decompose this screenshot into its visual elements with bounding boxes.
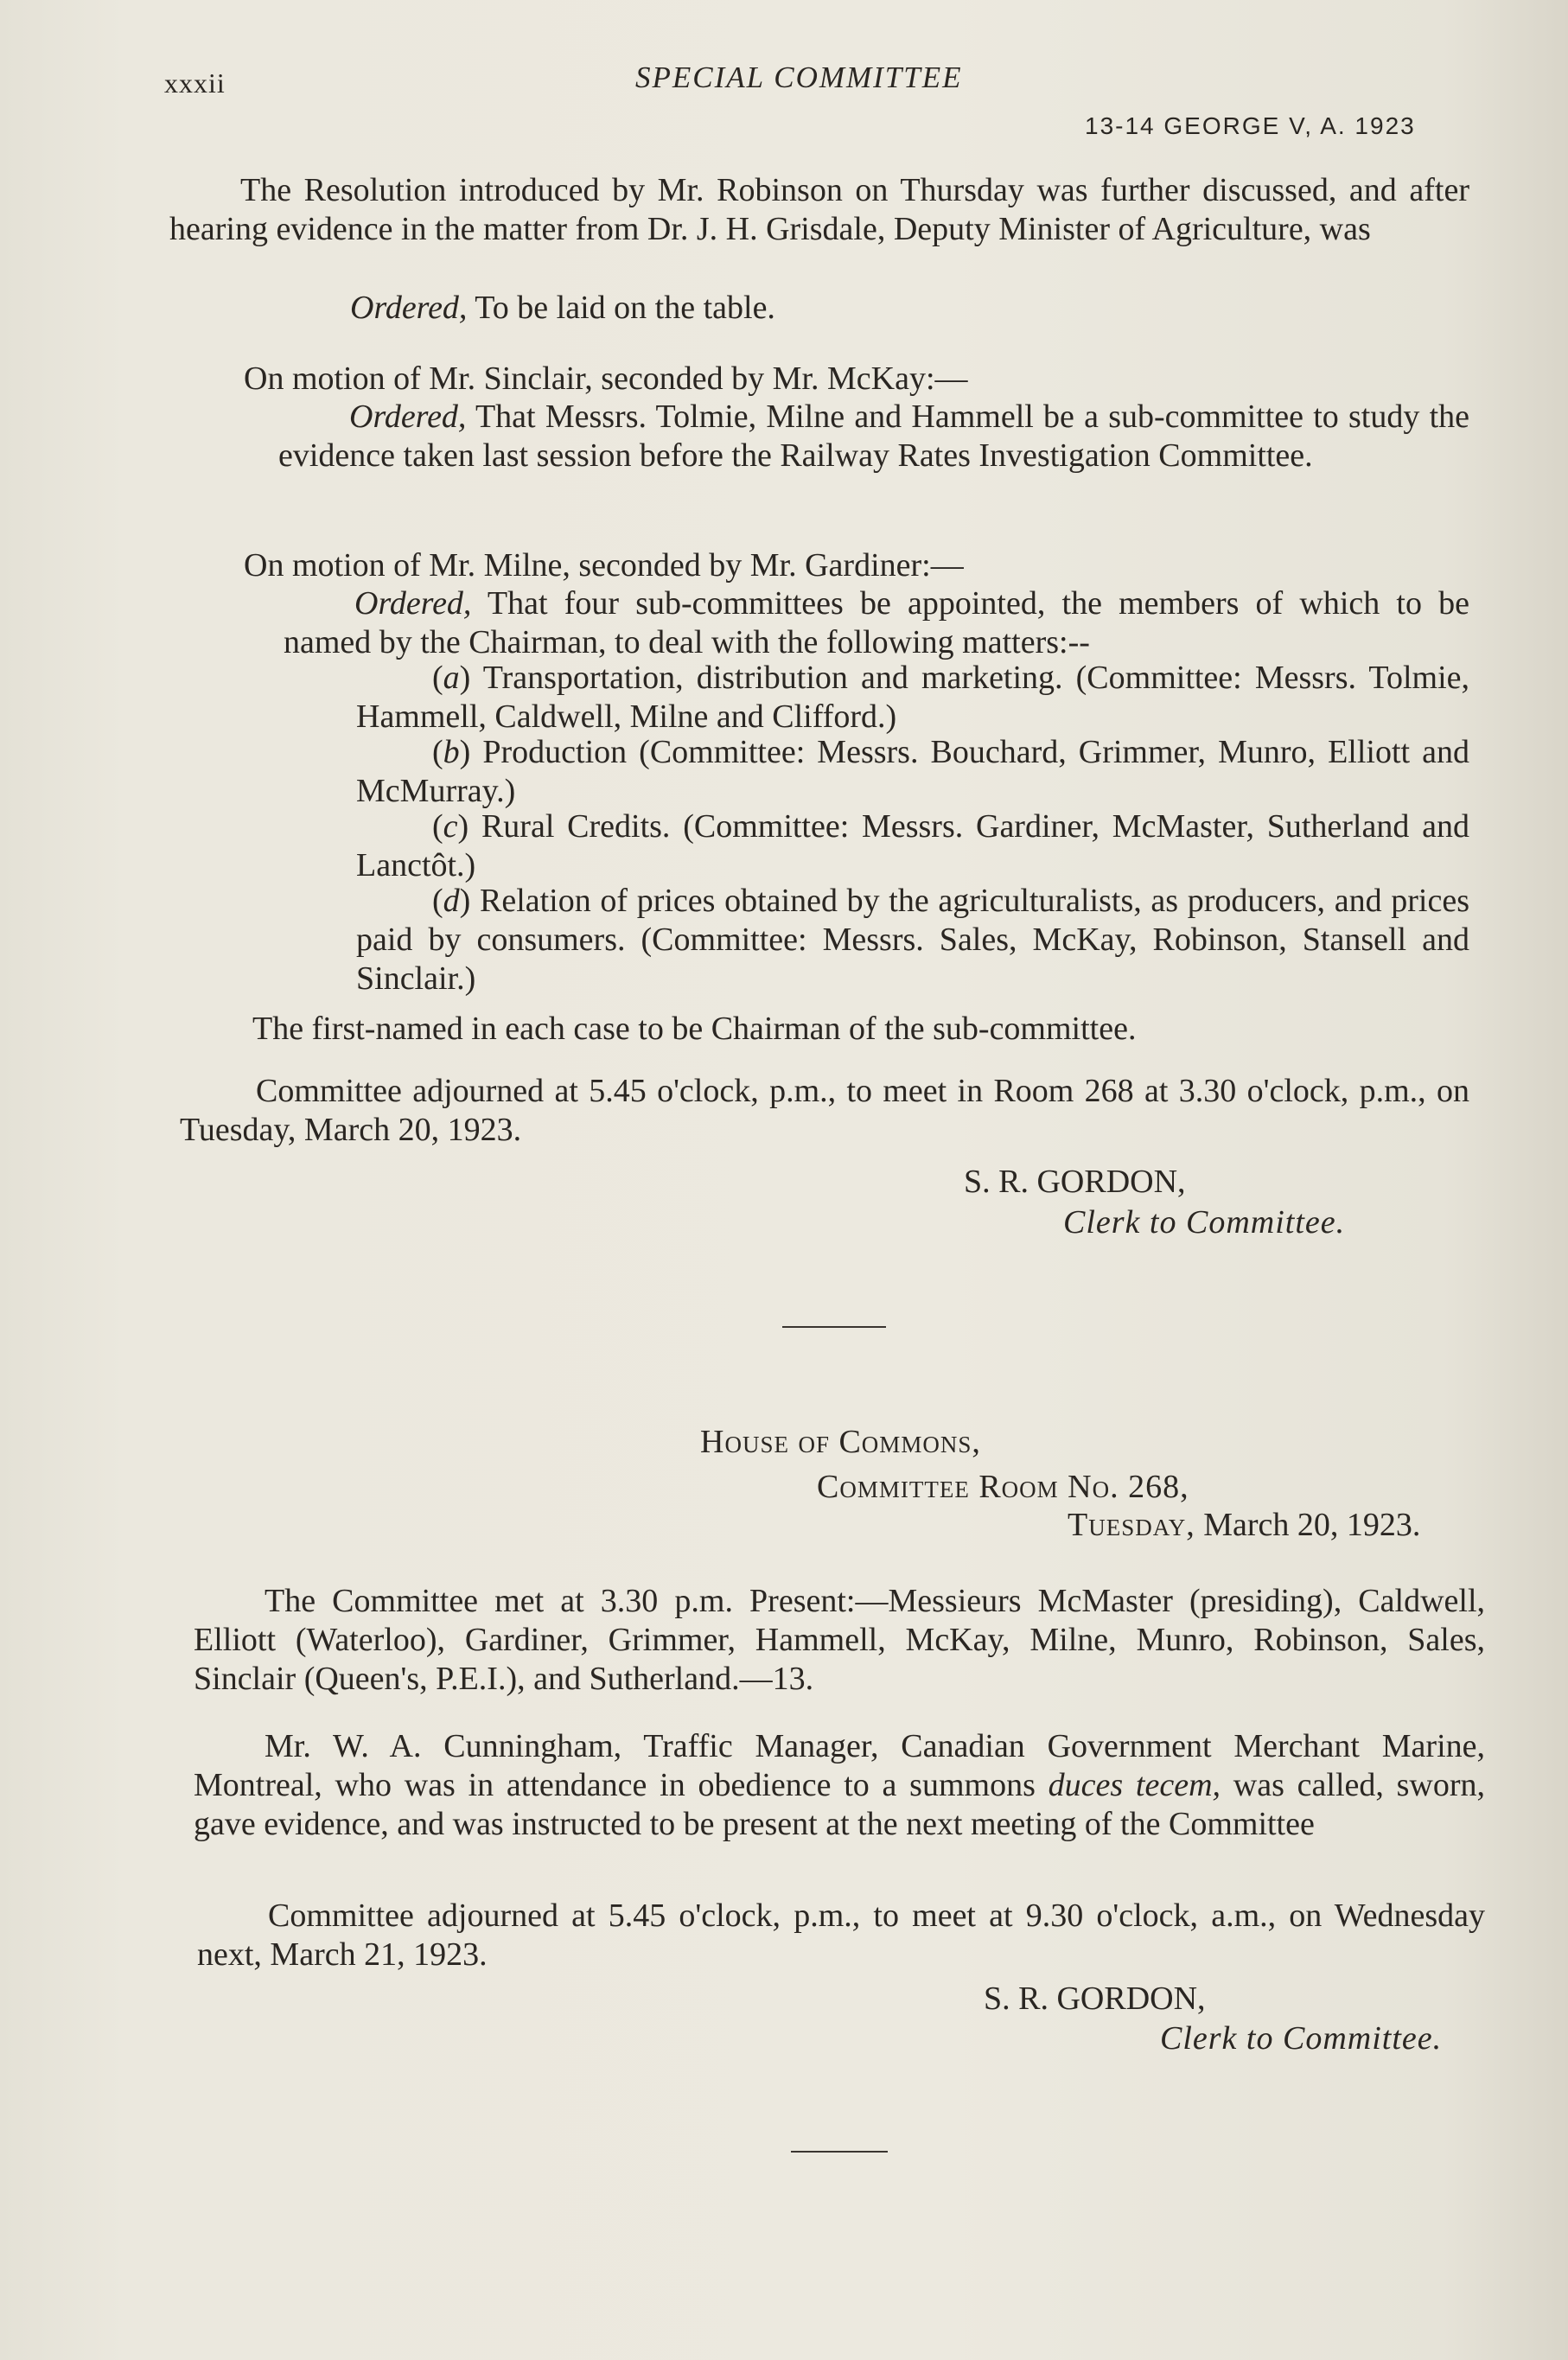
ordered-text: That four sub-committees be appointed, the members of which to be named by the Chairman, to deal with the following matters:-- [284,585,1469,660]
item-text: Production (Committee: Messrs. Bouchard, Grimmer, Munro, Elliott and McMurray.) [356,734,1469,809]
resolution-paragraph: The Resolution introduced by Mr. Robinson on Thursday was further discussed, and after hearing evidence in the matter from Dr. J. H. Grisdale, Deputy Minister of Agriculture, was [169,172,1469,247]
motion-milne-intro: On motion of Mr. Milne, seconded by Mr. Gardiner:— [244,547,964,584]
date-day: Tuesday, [1068,1507,1195,1543]
sub-item-c: (c) Rural Credits. (Committee: Messrs. Gardiner, McMaster, Sutherland and Lanctôt.) [356,808,1469,883]
ordered-label: Ordered, [354,585,472,622]
adjournment-first: Committee adjourned at 5.45 o'clock, p.m., to meet in Room 268 at 3.30 o'clock, p.m., on Tuesday, March 20, 1923. [180,1073,1469,1148]
signature-name: S. R. GORDON, [984,1980,1206,2017]
motion-milne-order [284,584,1469,662]
signature-title: Clerk to Committee. [1160,2020,1443,2057]
date-rest: March 20, 1923. [1195,1507,1421,1543]
witness-post: was called, sworn, gave evidence, and was instructed to be present at the next meeting of the Committee [194,1767,1486,1842]
item-letter: a [443,660,460,696]
item-text: Relation of prices obtained by the agriculturalists, as producers, and prices paid by consumers. (Committee: Messrs. Sales, McKay, Robinson, Stansell and Sinclair.) [356,883,1469,997]
running-title: SPECIAL COMMITTEE [635,61,963,94]
item-letter: d [443,883,460,919]
ordered-label: Ordered, [350,290,468,326]
ordered-text: To be laid on the table. [467,290,775,326]
session-label: 13-14 GEORGE V, A. 1923 [1085,112,1416,139]
ordered-text: That Messrs. Tolmie, Milne and Hammell be a sub-committee to study the evidence taken last session before the Railway Rates Investigation Committee. [278,399,1469,474]
item-letter: b [443,734,460,770]
sub-item-a: (a) Transportation, distribution and marketing. (Committee: Messrs. Tolmie, Hammell, Caldwell, Milne and Clifford.) [356,660,1469,735]
room-heading: Committee Room No. 268, [817,1469,1189,1505]
witness-paragraph [194,1727,1485,1844]
witness-latin: duces tecem, [1048,1767,1221,1803]
attendance-paragraph: The Committee met at 3.30 p.m. Present:—Messieurs McMaster (presiding), Caldwell, Elliott (Waterloo), Gardiner, Grimmer, Hammell, McKay, Milne, Munro, Robinson, Sales, Sinclair (Queen's, P.E.I.), and Sutherland.—13. [194,1583,1485,1697]
end-divider [791,2151,888,2153]
motion-sinclair-intro: On motion of Mr. Sinclair, seconded by Mr. McKay:— [244,360,968,397]
signature-title: Clerk to Committee. [1063,1204,1346,1241]
adjournment-second: Committee adjourned at 5.45 o'clock, p.m., to meet at 9.30 o'clock, a.m., on Wednesday next, March 21, 1923. [197,1898,1485,1973]
chairman-note: The first-named in each case to be Chairman of the sub-committee. [252,1011,1137,1047]
ordered-label: Ordered, [349,399,467,435]
meeting-date [1068,1506,1420,1545]
item-text: Rural Credits. (Committee: Messrs. Gardiner, McMaster, Sutherland and Lanctôt.) [356,808,1469,883]
house-heading: House of Commons, [700,1424,981,1460]
motion-sinclair-order [278,398,1469,475]
section-divider [782,1326,886,1328]
ordered-table [350,289,775,328]
witness-pre: Mr. W. A. Cunningham, Traffic Manager, Canadian Government Merchant Marine, Montreal, who was in attendance in obedience to a summons [194,1728,1485,1803]
item-text: Transportation, distribution and marketing. (Committee: Messrs. Tolmie, Hammell, Caldwell, Milne and Clifford.) [356,660,1469,735]
sub-item-b: (b) Production (Committee: Messrs. Bouchard, Grimmer, Munro, Elliott and McMurray.) [356,734,1469,809]
item-letter: c [443,808,458,845]
signature-name: S. R. GORDON, [964,1164,1186,1200]
sub-item-d: (d) Relation of prices obtained by the agriculturalists, as producers, and prices paid by consumers. (Committee: Messrs. Sales, McKay, Robinson, Stansell and Sinclair.) [356,883,1469,997]
page-number: xxxii [164,67,226,99]
